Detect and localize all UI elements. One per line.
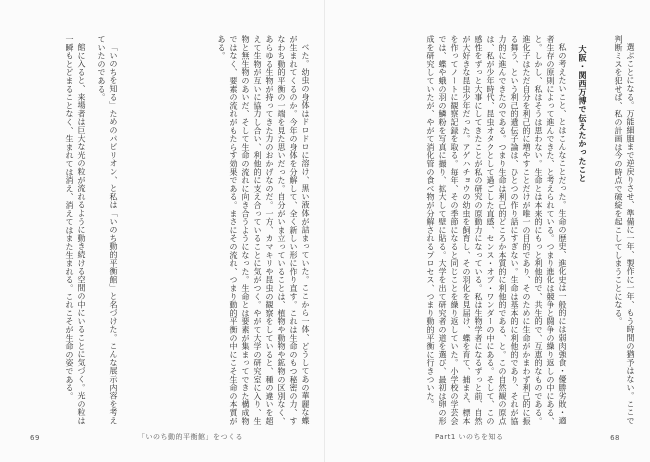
left-running-title: 「いのち動的平衡館」をつくる [138,433,243,441]
section-heading: 大阪・関西万博で伝えたかったこと [578,45,587,183]
left-quote-text [93,35,119,427]
right-paragraph-1: 選ぶことになる。万能細胞まで逆戻りさせ、準備に一年、製作に一年、もう時間の猶予はない。ここで判断ミスを犯せば、私の計画は今の時点で破綻を起こしてしまうことになる。 [614,35,635,425]
right-running-section: Part1 いのちを知る [435,433,504,441]
right-paragraph-2: 私の考えたいこと、とはこんなことだった。生命の歴史、進化史は一般的には弱肉強食・優勝劣敗・適者生存の原則によって進んできた、と考えられている。つまり進化は競争と闘争の繰り返しの中にある、と。しかし、私はそうは思わない。生命とは本来的にもっと利他的で、共生的で、互恵的なものである。進化子はただ自分を利己的に増やすことだけが唯一の目的であり、そのために生命がかまわず利己的に振る舞う、という利己的遺伝子論は、ひとつの作り話にすぎない。生命は基本的に利他的であり、それが協力的に進んできたのである。つまり生命は利己的どころか本質的に利他的である、と。この自然観の原点は、私が少年時代、昆虫オタクとして過ごした直感、センス・オブ・ワンダーの中にある。そして、この感性をずっと大事にしてきたことが私の研究の原動力になっている。私は生物学者になるずっと前、自然が大好きな昆虫少年だった。アゲハチョウの幼虫を飼育し、その羽化を見届け、蝶を育て、捕まえ、標本を作ってノートに観察記録を取る。毎年、その季節になると同じことを繰り返していた。小学校の学芸会では、蝶や蛾の羽の鱗粉を写真に撮り、拡大して壁に貼る。大学を出て研究者の道を選び、最初は卵の形成を研究していたが、やがて消化管の食べ物が分解されるプロセス、つまり動的平衡に行きついた。 [426,35,567,426]
right-page-number: 68 [610,434,620,442]
left-paragraph-3: 館に入ると、来場者は巨大な光の粒が流れるように動き続ける空間の中にいることに気づく。光の粒は一瞬もとどまることなく、生まれては消え、消えてはまた生まれる。これこそが生命の姿である。 [65,35,86,425]
left-main-text [123,35,311,427]
left-paragraph-1: べた。幼虫の身体はドロドロに溶け、黒い液体が詰まっていた。ここから一体、どうしてあの華麗な蝶が生まれてくるのか。今年の身体を分解して、全く新しい形に作り直す。これは生命のもつ秘密の力、すなわち動的平衡の一端を見た思いだった。自分がいま立っていることは、植物や動物や鉱物の区別なく、あらゆる生物が持ってきた力のおかげなのだ。一方、カマキリや昆虫の観察をしていると、種の違いを超えて生物が互いに協力し合い、利他的に支え合っていることに気がつく。やがて大学の研究室に入り、生物と無生物のあいだ、そして生命の流れに向き合うようになった。生命とは要素が集まってできた構成物ではなく、要素の流れがもたらす効果である。まさにその流れ、つまり動的平衡の中にこそ生命の本質がある。 [217,35,310,426]
left-page-number: 69 [30,434,40,442]
right-main-text [353,35,568,427]
left-end-text [25,35,87,427]
right-page [325,0,650,462]
left-paragraph-2: 「いのちを知る」ためのパビリオン、と私は「いのち動的平衡館」と名づけた。こんな展示内容を考えていたのである。 [97,35,118,425]
right-top-text [596,35,636,427]
